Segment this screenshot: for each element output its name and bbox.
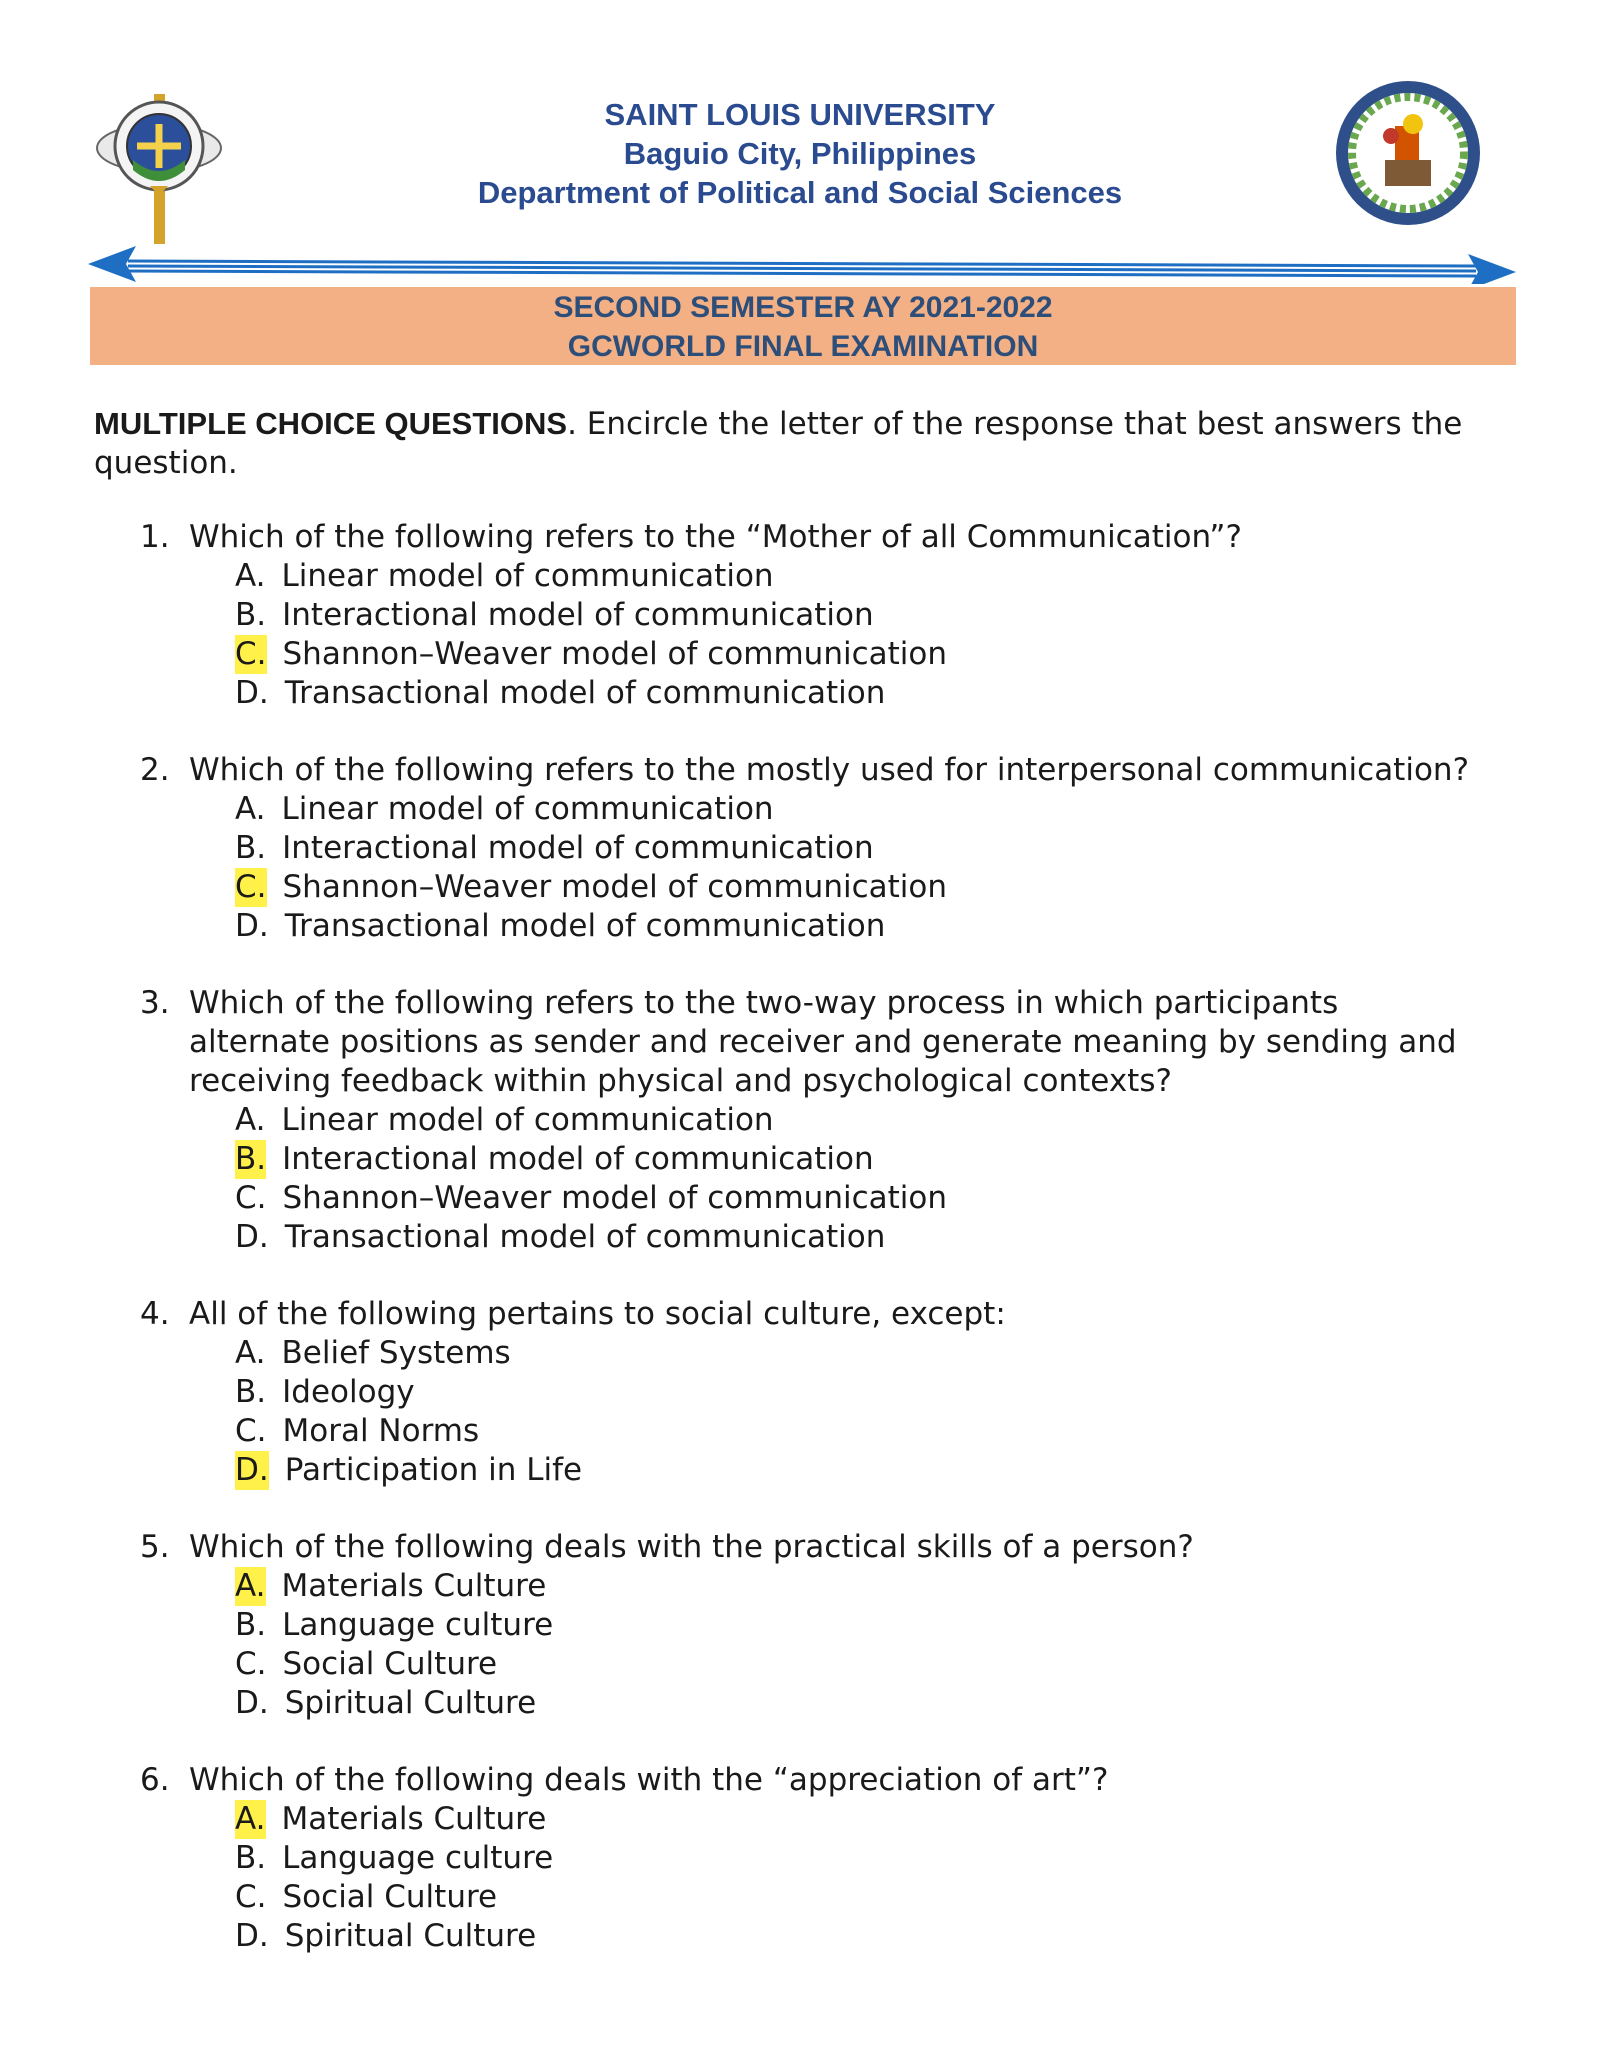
highlighted-answer-letter[interactable]: D. xyxy=(235,1452,269,1488)
answer-letter[interactable]: B. xyxy=(235,1840,267,1876)
question-stem: Which of the following refers to the two-way process in which participants alternate positions as sender and receiver and generate meaning by sending and receiving feedback within physical and psychological contexts? xyxy=(189,985,1457,1099)
answer-text: Transactional model of communication xyxy=(284,908,886,944)
answer-option[interactable] xyxy=(235,790,1600,829)
teacher-education-seal-icon xyxy=(1333,78,1483,228)
answer-text: Spiritual Culture xyxy=(284,1685,537,1721)
question-item xyxy=(0,1761,1600,1956)
answer-text: Interactional model of communication xyxy=(282,1141,874,1177)
answer-text: Linear model of communication xyxy=(281,1102,774,1138)
answer-letter[interactable]: B. xyxy=(235,597,267,633)
question-item xyxy=(0,984,1600,1257)
question-list xyxy=(0,518,1600,1994)
answer-letter[interactable]: C. xyxy=(235,1413,267,1449)
answer-text: Social Culture xyxy=(282,1646,498,1682)
answer-option[interactable] xyxy=(235,1451,1600,1490)
question-stem: Which of the following refers to the “Mother of all Communication”? xyxy=(189,519,1242,555)
answer-option[interactable] xyxy=(235,829,1600,868)
answer-option[interactable] xyxy=(235,1179,1600,1218)
university-location: Baguio City, Philippines xyxy=(623,136,977,171)
question-stem: Which of the following refers to the mostly used for interpersonal communication? xyxy=(189,752,1470,788)
slu-seal-icon xyxy=(92,90,227,250)
question-item xyxy=(0,751,1600,946)
answer-option[interactable] xyxy=(235,1218,1600,1257)
answer-letter[interactable]: B. xyxy=(235,830,267,866)
answer-option[interactable] xyxy=(235,1800,1600,1839)
university-name: SAINT LOUIS UNIVERSITY xyxy=(604,97,996,132)
answer-text: Social Culture xyxy=(282,1879,498,1915)
answer-text: Language culture xyxy=(282,1607,554,1643)
answer-letter[interactable]: D. xyxy=(235,1918,269,1954)
answer-letter[interactable]: A. xyxy=(235,791,266,827)
answer-text: Materials Culture xyxy=(281,1568,547,1604)
answer-option[interactable] xyxy=(235,635,1600,674)
question-number: 6. xyxy=(140,1762,170,1798)
answer-text: Transactional model of communication xyxy=(284,675,886,711)
answer-option[interactable] xyxy=(235,1878,1600,1917)
answer-option[interactable] xyxy=(235,907,1600,946)
answer-letter[interactable]: C. xyxy=(235,1646,267,1682)
answer-option[interactable] xyxy=(235,1917,1600,1956)
answer-text: Moral Norms xyxy=(282,1413,480,1449)
answer-option[interactable] xyxy=(235,1606,1600,1645)
answer-option[interactable] xyxy=(235,1140,1600,1179)
question-number: 1. xyxy=(140,519,170,555)
answer-text: Linear model of communication xyxy=(281,558,774,594)
answer-option[interactable] xyxy=(235,1412,1600,1451)
question-stem: Which of the following deals with the practical skills of a person? xyxy=(189,1529,1194,1565)
university-heading xyxy=(400,95,1200,212)
answer-letter[interactable]: A. xyxy=(235,1335,266,1371)
answer-text: Materials Culture xyxy=(281,1801,547,1837)
answer-text: Transactional model of communication xyxy=(284,1219,886,1255)
answer-option[interactable] xyxy=(235,1645,1600,1684)
question-stem: All of the following pertains to social culture, except: xyxy=(189,1296,1006,1332)
answer-option[interactable] xyxy=(235,1684,1600,1723)
exam-banner xyxy=(90,287,1516,365)
answer-letter[interactable]: A. xyxy=(235,1102,266,1138)
answer-letter[interactable]: D. xyxy=(235,1685,269,1721)
answer-text: Ideology xyxy=(282,1374,415,1410)
answer-letter[interactable]: B. xyxy=(235,1607,267,1643)
question-number: 5. xyxy=(140,1529,170,1565)
answer-option[interactable] xyxy=(235,557,1600,596)
answer-option[interactable] xyxy=(235,1567,1600,1606)
question-item xyxy=(0,1528,1600,1723)
instructions-text: . Encircle the letter of the response that best answers the question. xyxy=(94,406,1463,481)
answer-text: Shannon–Weaver model of communication xyxy=(282,869,948,905)
answer-letter[interactable]: D. xyxy=(235,675,269,711)
question-item xyxy=(0,518,1600,713)
answer-text: Spiritual Culture xyxy=(284,1918,537,1954)
answer-letter[interactable]: A. xyxy=(235,558,266,594)
answer-text: Linear model of communication xyxy=(281,791,774,827)
highlighted-answer-letter[interactable]: C. xyxy=(235,869,267,905)
document-header xyxy=(0,0,1600,370)
answer-letter[interactable]: C. xyxy=(235,1180,267,1216)
highlighted-answer-letter[interactable]: A. xyxy=(235,1801,266,1837)
highlighted-answer-letter[interactable]: C. xyxy=(235,636,267,672)
answer-text: Shannon–Weaver model of communication xyxy=(282,1180,948,1216)
answer-letter[interactable]: B. xyxy=(235,1374,267,1410)
answer-letter[interactable]: D. xyxy=(235,908,269,944)
answer-option[interactable] xyxy=(235,1373,1600,1412)
highlighted-answer-letter[interactable]: A. xyxy=(235,1568,266,1604)
instructions xyxy=(94,404,1514,483)
answer-text: Interactional model of communication xyxy=(282,597,874,633)
question-stem: Which of the following deals with the “appreciation of art”? xyxy=(189,1762,1109,1798)
answer-text: Participation in Life xyxy=(284,1452,583,1488)
exam-title: GCWORLD FINAL EXAMINATION xyxy=(567,330,1039,363)
answer-letter[interactable]: C. xyxy=(235,1879,267,1915)
question-number: 4. xyxy=(140,1296,170,1332)
question-number: 2. xyxy=(140,752,170,788)
answer-letter[interactable]: D. xyxy=(235,1219,269,1255)
department-name: Department of Political and Social Sciences xyxy=(477,175,1123,210)
answer-option[interactable] xyxy=(235,1839,1600,1878)
answer-option[interactable] xyxy=(235,596,1600,635)
answer-text: Interactional model of communication xyxy=(282,830,874,866)
answer-option[interactable] xyxy=(235,674,1600,713)
question-number: 3. xyxy=(140,985,170,1021)
answer-option[interactable] xyxy=(235,868,1600,907)
answer-text: Shannon–Weaver model of communication xyxy=(282,636,948,672)
double-arrow-rule xyxy=(88,244,1516,284)
question-item xyxy=(0,1295,1600,1490)
semester-label: SECOND SEMESTER AY 2021-2022 xyxy=(553,291,1053,324)
instructions-lead: MULTIPLE CHOICE QUESTIONS xyxy=(94,406,568,441)
answer-option[interactable] xyxy=(235,1101,1600,1140)
answer-text: Belief Systems xyxy=(281,1335,511,1371)
highlighted-answer-letter[interactable]: B. xyxy=(235,1141,267,1177)
answer-option[interactable] xyxy=(235,1334,1600,1373)
answer-text: Language culture xyxy=(282,1840,554,1876)
